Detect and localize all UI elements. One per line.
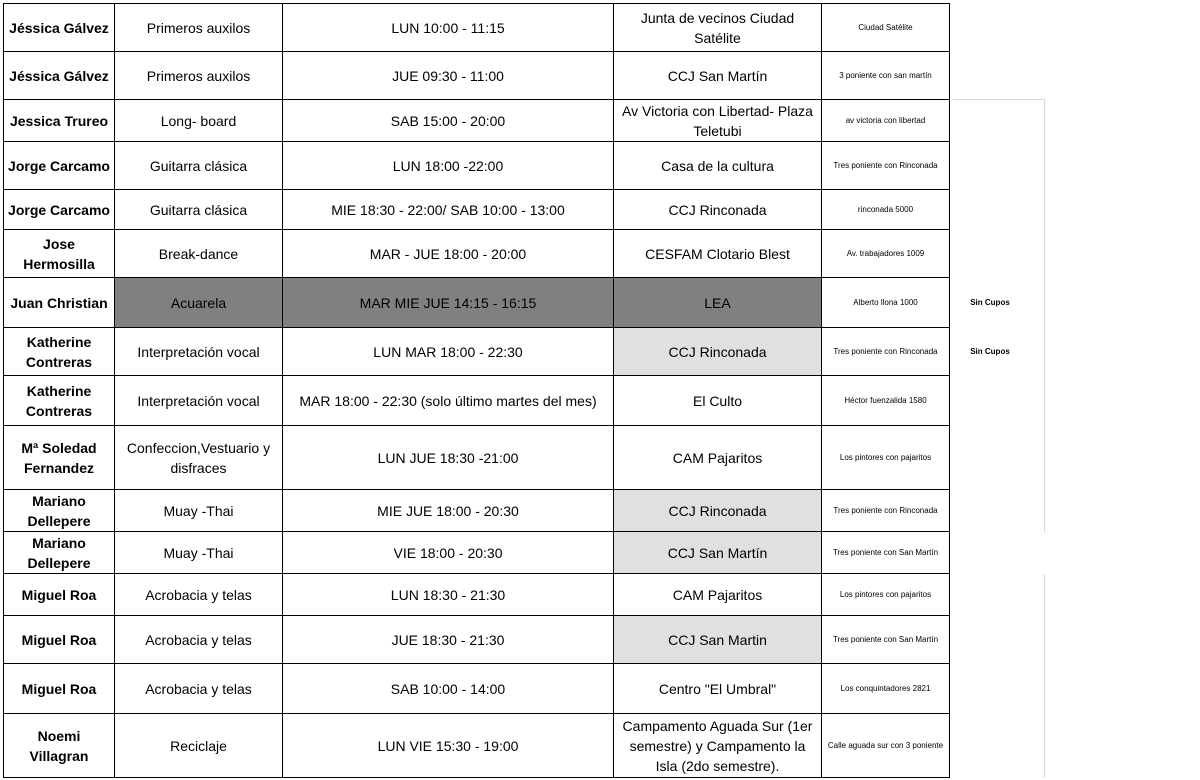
location-address: av victoria con libertad — [822, 100, 950, 142]
frame-line-right-lower — [1044, 574, 1045, 778]
location-name: Casa de la cultura — [614, 142, 822, 190]
location-address: Calle aguada sur con 3 poniente — [822, 714, 950, 778]
location-address: Alberto llona 1000 — [822, 278, 950, 328]
activity-name: Confeccion,Vestuario y disfraces — [115, 426, 283, 490]
table-row — [4, 142, 1031, 190]
availability-note — [950, 426, 1031, 490]
location-address: 3 poniente con san martín — [822, 52, 950, 100]
schedule-time: MAR 18:00 - 22:30 (solo último martes del mes) — [283, 376, 614, 426]
instructor-name: Jose Hermosilla — [4, 230, 115, 278]
availability-note — [950, 532, 1031, 574]
availability-note — [950, 230, 1031, 278]
location-address: Tres poniente con San Martín — [822, 616, 950, 664]
table-row — [4, 664, 1031, 714]
location-name: CCJ Rinconada — [614, 190, 822, 230]
location-address: Tres poniente con Rinconada — [822, 490, 950, 532]
instructor-name: Jorge Carcamo — [4, 142, 115, 190]
location-address: Héctor fuenzalida 1580 — [822, 376, 950, 426]
activity-name: Muay -Thai — [115, 532, 283, 574]
schedule-time: LUN 18:00 -22:00 — [283, 142, 614, 190]
location-address: Av. trabajadores 1009 — [822, 230, 950, 278]
activity-name: Break-dance — [115, 230, 283, 278]
location-address: rinconada 5000 — [822, 190, 950, 230]
instructor-name: Jessica Trureo — [4, 100, 115, 142]
table-row — [4, 190, 1031, 230]
table-row — [4, 714, 1031, 778]
table-row — [4, 230, 1031, 278]
location-name: CESFAM Clotario Blest — [614, 230, 822, 278]
schedule-time: LUN MAR 18:00 - 22:30 — [283, 328, 614, 376]
location-name: CCJ San Martín — [614, 52, 822, 100]
instructor-name: Mª Soledad Fernandez — [4, 426, 115, 490]
availability-note — [950, 574, 1031, 616]
availability-note — [950, 52, 1031, 100]
availability-note — [950, 100, 1031, 142]
activity-name: Muay -Thai — [115, 490, 283, 532]
table-row — [4, 328, 1031, 376]
availability-note — [950, 664, 1031, 714]
activity-name: Interpretación vocal — [115, 328, 283, 376]
schedule-time: VIE 18:00 - 20:30 — [283, 532, 614, 574]
frame-line-right-upper — [1044, 99, 1045, 532]
location-address: Los pintores con pajaritos — [822, 574, 950, 616]
activity-name: Long- board — [115, 100, 283, 142]
availability-note: Sin Cupos — [970, 297, 1010, 307]
availability-note — [950, 714, 1031, 778]
location-name: CCJ Rinconada — [614, 490, 822, 532]
instructor-name: Jéssica Gálvez — [4, 4, 115, 52]
availability-note — [950, 490, 1031, 532]
location-name: CCJ Rinconada — [614, 328, 822, 376]
location-name: CAM Pajaritos — [614, 574, 822, 616]
location-name: Av Victoria con Libertad- Plaza Teletubi — [614, 100, 822, 142]
instructor-name: Juan Christian — [4, 278, 115, 328]
schedule-time: SAB 15:00 - 20:00 — [283, 100, 614, 142]
availability-note — [950, 4, 1031, 52]
instructor-name: Miguel Roa — [4, 664, 115, 714]
table-row — [4, 100, 1031, 142]
schedule-time: LUN JUE 18:30 -21:00 — [283, 426, 614, 490]
activity-name: Acuarela — [115, 278, 283, 328]
schedule-time: MAR - JUE 18:00 - 20:00 — [283, 230, 614, 278]
table-row — [4, 4, 1031, 52]
location-address: Tres poniente con Rinconada — [822, 142, 950, 190]
availability-note — [950, 142, 1031, 190]
schedule-time: LUN 10:00 - 11:15 — [283, 4, 614, 52]
activity-name: Interpretación vocal — [115, 376, 283, 426]
instructor-name: Katherine Contreras — [4, 376, 115, 426]
instructor-name: Jéssica Gálvez — [4, 52, 115, 100]
table-row — [4, 616, 1031, 664]
activity-name: Primeros auxilos — [115, 52, 283, 100]
schedule-table-body — [4, 4, 1031, 778]
table-row — [4, 376, 1031, 426]
location-address: Ciudad Satélite — [822, 4, 950, 52]
table-row — [4, 426, 1031, 490]
table-row — [4, 532, 1031, 574]
activity-name: Acrobacia y telas — [115, 616, 283, 664]
location-name: LEA — [614, 278, 822, 328]
location-address: Tres poniente con San Martín — [822, 532, 950, 574]
schedule-time: MIE JUE 18:00 - 20:30 — [283, 490, 614, 532]
availability-note — [950, 376, 1031, 426]
activity-name: Acrobacia y telas — [115, 574, 283, 616]
schedule-time: JUE 18:30 - 21:30 — [283, 616, 614, 664]
schedule-time: LUN 18:30 - 21:30 — [283, 574, 614, 616]
activity-name: Reciclaje — [115, 714, 283, 778]
activity-name: Guitarra clásica — [115, 142, 283, 190]
location-name: CCJ San Martín — [614, 532, 822, 574]
activity-name: Guitarra clásica — [115, 190, 283, 230]
location-name: CAM Pajaritos — [614, 426, 822, 490]
schedule-time: MAR MIE JUE 14:15 - 16:15 — [283, 278, 614, 328]
location-name: Campamento Aguada Sur (1er semestre) y Campamento la Isla (2do semestre). — [614, 714, 822, 778]
location-address: Los pintores con pajaritos — [822, 426, 950, 490]
availability-note — [950, 190, 1031, 230]
instructor-name: Katherine Contreras — [4, 328, 115, 376]
activity-name: Primeros auxilos — [115, 4, 283, 52]
location-name: Junta de vecinos Ciudad Satélite — [614, 4, 822, 52]
availability-note — [950, 616, 1031, 664]
availability-note: Sin Cupos — [970, 346, 1010, 356]
location-name: El Culto — [614, 376, 822, 426]
schedule-time: SAB 10:00 - 14:00 — [283, 664, 614, 714]
table-row — [4, 52, 1031, 100]
location-name: Centro "El Umbral" — [614, 664, 822, 714]
instructor-name: Mariano Dellepere — [4, 490, 115, 532]
activity-name: Acrobacia y telas — [115, 664, 283, 714]
location-address: Los conquintadores 2821 — [822, 664, 950, 714]
instructor-name: Jorge Carcamo — [4, 190, 115, 230]
instructor-name: Miguel Roa — [4, 616, 115, 664]
instructor-name: Mariano Dellepere — [4, 532, 115, 574]
location-name: CCJ San Martin — [614, 616, 822, 664]
schedule-time: LUN VIE 15:30 - 19:00 — [283, 714, 614, 778]
instructor-name: Noemi Villagran — [4, 714, 115, 778]
schedule-time: JUE 09:30 - 11:00 — [283, 52, 614, 100]
table-row — [4, 278, 1031, 328]
instructor-name: Miguel Roa — [4, 574, 115, 616]
schedule-table — [3, 3, 1031, 778]
schedule-time: MIE 18:30 - 22:00/ SAB 10:00 - 13:00 — [283, 190, 614, 230]
location-address: Tres poniente con Rinconada — [822, 328, 950, 376]
table-row — [4, 574, 1031, 616]
table-row — [4, 490, 1031, 532]
